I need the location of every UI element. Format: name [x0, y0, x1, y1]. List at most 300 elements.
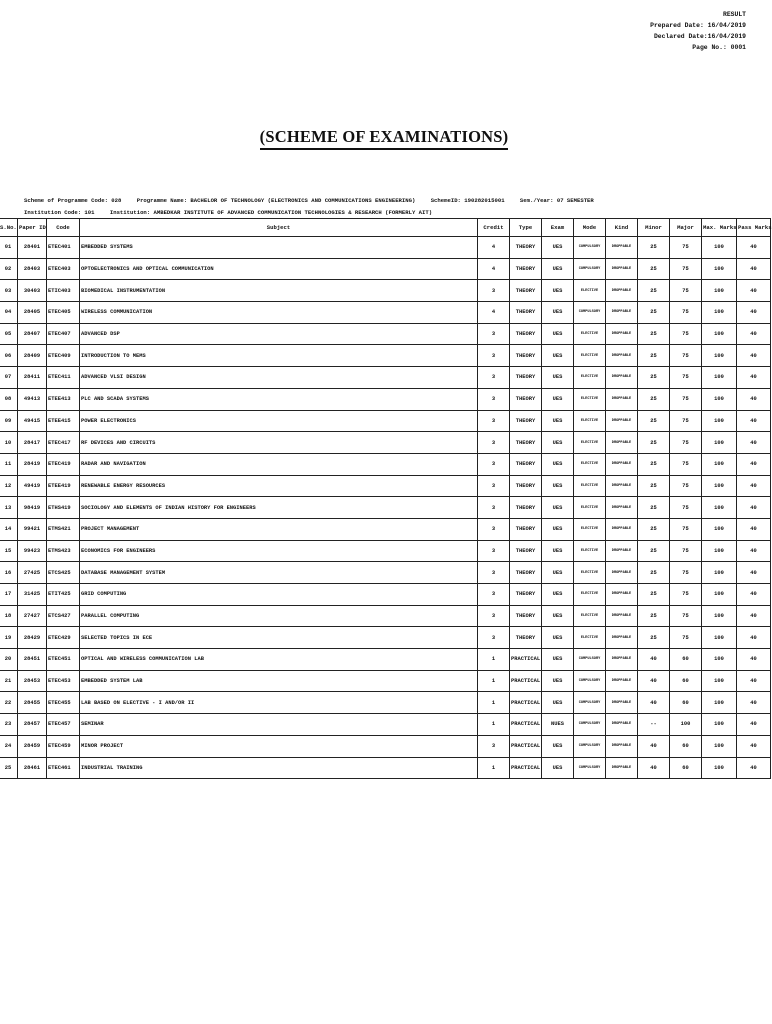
mode: ELECTIVE: [574, 518, 606, 540]
course-code: ETHS419: [47, 497, 80, 519]
kind: DROPPABLE: [606, 605, 638, 627]
subject-name: OPTICAL AND WIRELESS COMMUNICATION LAB: [80, 649, 478, 671]
paper-id: 28429: [18, 627, 47, 649]
col-major-header: Major: [670, 219, 702, 237]
course-code: ETEC407: [47, 323, 80, 345]
serial-number: 18: [0, 605, 18, 627]
minor-marks: 25: [638, 562, 670, 584]
subject-name: INTRODUCTION TO MEMS: [80, 345, 478, 367]
minor-marks: 40: [638, 757, 670, 779]
credit: 4: [478, 237, 510, 259]
major-marks: 60: [670, 692, 702, 714]
kind: DROPPABLE: [606, 302, 638, 324]
paper-id: 27425: [18, 562, 47, 584]
kind: DROPPABLE: [606, 345, 638, 367]
paper-id: 28457: [18, 714, 47, 736]
kind: DROPPABLE: [606, 562, 638, 584]
kind: DROPPABLE: [606, 692, 638, 714]
subject-name: MINOR PROJECT: [80, 735, 478, 757]
paper-id: 28455: [18, 692, 47, 714]
serial-number: 11: [0, 453, 18, 475]
credit: 4: [478, 258, 510, 280]
serial-number: 17: [0, 584, 18, 606]
course-code: ETEC411: [47, 367, 80, 389]
serial-number: 13: [0, 497, 18, 519]
minor-marks: 25: [638, 410, 670, 432]
max-marks: 100: [702, 280, 737, 302]
mode: COMPULSORY: [574, 714, 606, 736]
paper-type: THEORY: [510, 258, 542, 280]
paper-type: PRACTICAL: [510, 714, 542, 736]
max-marks: 100: [702, 432, 737, 454]
table-row: [0, 258, 771, 280]
serial-number: 16: [0, 562, 18, 584]
major-marks: 60: [670, 735, 702, 757]
max-marks: 100: [702, 670, 737, 692]
minor-marks: 25: [638, 605, 670, 627]
minor-marks: 25: [638, 345, 670, 367]
mode: ELECTIVE: [574, 432, 606, 454]
pass-marks: 40: [737, 562, 771, 584]
paper-id: 30403: [18, 280, 47, 302]
mode: COMPULSORY: [574, 258, 606, 280]
paper-type: THEORY: [510, 562, 542, 584]
paper-type: THEORY: [510, 627, 542, 649]
credit: 3: [478, 432, 510, 454]
mode: COMPULSORY: [574, 302, 606, 324]
kind: DROPPABLE: [606, 714, 638, 736]
table-row: [0, 367, 771, 389]
exam-type: UES: [542, 432, 574, 454]
exam-type: UES: [542, 584, 574, 606]
course-code: ETMS423: [47, 540, 80, 562]
serial-number: 09: [0, 410, 18, 432]
mode: ELECTIVE: [574, 388, 606, 410]
table-row: [0, 649, 771, 671]
max-marks: 100: [702, 323, 737, 345]
subject-name: RENEWABLE ENERGY RESOURCES: [80, 475, 478, 497]
kind: DROPPABLE: [606, 367, 638, 389]
subject-name: SELECTED TOPICS IN ECE: [80, 627, 478, 649]
exam-type: UES: [542, 323, 574, 345]
subject-name: BIOMEDICAL INSTRUMENTATION: [80, 280, 478, 302]
major-marks: 75: [670, 518, 702, 540]
table-row: [0, 670, 771, 692]
paper-id: 28411: [18, 367, 47, 389]
course-code: ETEE419: [47, 475, 80, 497]
subject-name: PROJECT MANAGEMENT: [80, 518, 478, 540]
exam-type: NUES: [542, 714, 574, 736]
mode: ELECTIVE: [574, 410, 606, 432]
serial-number: 05: [0, 323, 18, 345]
pass-marks: 40: [737, 605, 771, 627]
major-marks: 75: [670, 237, 702, 259]
serial-number: 01: [0, 237, 18, 259]
serial-number: 23: [0, 714, 18, 736]
max-marks: 100: [702, 627, 737, 649]
major-marks: 75: [670, 562, 702, 584]
paper-type: THEORY: [510, 605, 542, 627]
minor-marks: 25: [638, 497, 670, 519]
major-marks: 75: [670, 258, 702, 280]
pass-marks: 40: [737, 367, 771, 389]
paper-type: THEORY: [510, 345, 542, 367]
kind: DROPPABLE: [606, 323, 638, 345]
major-marks: 75: [670, 367, 702, 389]
minor-marks: 25: [638, 280, 670, 302]
paper-type: THEORY: [510, 453, 542, 475]
mode: ELECTIVE: [574, 627, 606, 649]
table-row: [0, 410, 771, 432]
minor-marks: 25: [638, 367, 670, 389]
serial-number: 12: [0, 475, 18, 497]
credit: 3: [478, 627, 510, 649]
exam-type: UES: [542, 627, 574, 649]
minor-marks: 25: [638, 584, 670, 606]
sem-year: Sem./Year: 07 SEMESTER: [519, 197, 594, 204]
paper-id: 28401: [18, 237, 47, 259]
pass-marks: 40: [737, 345, 771, 367]
exam-type: UES: [542, 475, 574, 497]
max-marks: 100: [702, 302, 737, 324]
kind: DROPPABLE: [606, 757, 638, 779]
major-marks: 75: [670, 475, 702, 497]
mode: ELECTIVE: [574, 584, 606, 606]
major-marks: 100: [670, 714, 702, 736]
course-code: ETEC429: [47, 627, 80, 649]
table-row: [0, 605, 771, 627]
paper-type: THEORY: [510, 302, 542, 324]
exam-type: UES: [542, 692, 574, 714]
subject-name: INDUSTRIAL TRAINING: [80, 757, 478, 779]
mode: ELECTIVE: [574, 475, 606, 497]
exam-type: UES: [542, 367, 574, 389]
paper-type: PRACTICAL: [510, 649, 542, 671]
course-code: ETEE415: [47, 410, 80, 432]
table-row: [0, 388, 771, 410]
serial-number: 02: [0, 258, 18, 280]
major-marks: 60: [670, 757, 702, 779]
col-sno-header: S.No.: [0, 219, 18, 237]
exam-type: UES: [542, 735, 574, 757]
minor-marks: 25: [638, 518, 670, 540]
pass-marks: 40: [737, 627, 771, 649]
page-title-container: [0, 127, 768, 150]
max-marks: 100: [702, 258, 737, 280]
course-code: ETEC451: [47, 649, 80, 671]
serial-number: 24: [0, 735, 18, 757]
paper-type: THEORY: [510, 432, 542, 454]
mode: COMPULSORY: [574, 670, 606, 692]
declared-date: Declared Date:16/04/2019: [653, 33, 746, 40]
paper-type: THEORY: [510, 497, 542, 519]
paper-type: THEORY: [510, 518, 542, 540]
max-marks: 100: [702, 237, 737, 259]
table-row: [0, 584, 771, 606]
table-row: [0, 562, 771, 584]
exam-type: UES: [542, 302, 574, 324]
col-minor-header: Minor: [638, 219, 670, 237]
pass-marks: 40: [737, 258, 771, 280]
credit: 4: [478, 302, 510, 324]
course-code: ETEC457: [47, 714, 80, 736]
table-row: [0, 475, 771, 497]
credit: 3: [478, 280, 510, 302]
pass-marks: 40: [737, 237, 771, 259]
kind: DROPPABLE: [606, 475, 638, 497]
subject-name: PARALLEL COMPUTING: [80, 605, 478, 627]
credit: 3: [478, 388, 510, 410]
table-row: [0, 518, 771, 540]
max-marks: 100: [702, 518, 737, 540]
institution-name: Institution: AMBEDKAR INSTITUTE OF ADVANCED COMMUNICATION TECHNOLOGIES & RESEARCH (FORMERLY AIT): [109, 209, 433, 216]
programme-code: Scheme of Programme Code: 028: [24, 197, 122, 204]
page-number: Page No.: 0001: [692, 44, 746, 51]
pass-marks: 40: [737, 323, 771, 345]
mode: COMPULSORY: [574, 237, 606, 259]
col-type-header: Type: [510, 219, 542, 237]
pass-marks: 40: [737, 649, 771, 671]
serial-number: 10: [0, 432, 18, 454]
credit: 3: [478, 367, 510, 389]
max-marks: 100: [702, 475, 737, 497]
minor-marks: 25: [638, 627, 670, 649]
subject-name: WIRELESS COMMUNICATION: [80, 302, 478, 324]
max-marks: 100: [702, 735, 737, 757]
paper-id: 99423: [18, 540, 47, 562]
exam-type: UES: [542, 757, 574, 779]
course-code: ETEC409: [47, 345, 80, 367]
course-code: ETEC455: [47, 692, 80, 714]
paper-id: 28419: [18, 453, 47, 475]
table-row: [0, 540, 771, 562]
mode: ELECTIVE: [574, 345, 606, 367]
table-header-row: [0, 219, 771, 237]
minor-marks: --: [638, 714, 670, 736]
course-code: ETEC405: [47, 302, 80, 324]
credit: 1: [478, 649, 510, 671]
exam-type: UES: [542, 497, 574, 519]
minor-marks: 25: [638, 388, 670, 410]
major-marks: 75: [670, 410, 702, 432]
subject-name: ECONOMICS FOR ENGINEERS: [80, 540, 478, 562]
exam-type: UES: [542, 670, 574, 692]
kind: DROPPABLE: [606, 280, 638, 302]
subject-name: PLC AND SCADA SYSTEMS: [80, 388, 478, 410]
major-marks: 75: [670, 540, 702, 562]
serial-number: 04: [0, 302, 18, 324]
minor-marks: 40: [638, 670, 670, 692]
serial-number: 07: [0, 367, 18, 389]
mode: COMPULSORY: [574, 649, 606, 671]
mode: ELECTIVE: [574, 367, 606, 389]
paper-type: PRACTICAL: [510, 757, 542, 779]
max-marks: 100: [702, 562, 737, 584]
subject-name: SOCIOLOGY AND ELEMENTS OF INDIAN HISTORY FOR ENGINEERS: [80, 497, 478, 519]
paper-type: THEORY: [510, 280, 542, 302]
subject-name: EMBEDDED SYSTEMS: [80, 237, 478, 259]
subject-name: LAB BASED ON ELECTIVE - I AND/OR II: [80, 692, 478, 714]
paper-id: 49419: [18, 475, 47, 497]
mode: ELECTIVE: [574, 605, 606, 627]
programme-name: Programme Name: BACHELOR OF TECHNOLOGY (ELECTRONICS AND COMMUNICATIONS ENGINEERING): [136, 197, 416, 204]
table-row: [0, 692, 771, 714]
credit: 3: [478, 562, 510, 584]
minor-marks: 40: [638, 692, 670, 714]
credit: 1: [478, 714, 510, 736]
mode: COMPULSORY: [574, 735, 606, 757]
col-mode-header: Mode: [574, 219, 606, 237]
subject-name: ADVANCED DSP: [80, 323, 478, 345]
minor-marks: 25: [638, 475, 670, 497]
max-marks: 100: [702, 497, 737, 519]
course-code: ETEC401: [47, 237, 80, 259]
mode: ELECTIVE: [574, 497, 606, 519]
max-marks: 100: [702, 714, 737, 736]
table-row: [0, 323, 771, 345]
credit: 3: [478, 475, 510, 497]
col-subject-header: Subject: [80, 219, 478, 237]
scheme-id: SchemeID: 190282015001: [430, 197, 505, 204]
subject-name: DATABASE MANAGEMENT SYSTEM: [80, 562, 478, 584]
credit: 1: [478, 692, 510, 714]
subject-name: SEMINAR: [80, 714, 478, 736]
paper-id: 28407: [18, 323, 47, 345]
subject-name: OPTOELECTRONICS AND OPTICAL COMMUNICATION: [80, 258, 478, 280]
mode: COMPULSORY: [574, 692, 606, 714]
credit: 3: [478, 735, 510, 757]
kind: DROPPABLE: [606, 258, 638, 280]
course-code: ETIT425: [47, 584, 80, 606]
paper-id: 31425: [18, 584, 47, 606]
col-max-marks-header: Max. Marks: [702, 219, 737, 237]
course-code: ETEC417: [47, 432, 80, 454]
pass-marks: 40: [737, 432, 771, 454]
minor-marks: 25: [638, 323, 670, 345]
credit: 3: [478, 518, 510, 540]
serial-number: 19: [0, 627, 18, 649]
paper-id: 49415: [18, 410, 47, 432]
paper-type: THEORY: [510, 410, 542, 432]
credit: 3: [478, 323, 510, 345]
exam-type: UES: [542, 280, 574, 302]
serial-number: 06: [0, 345, 18, 367]
credit: 1: [478, 670, 510, 692]
table-row: [0, 757, 771, 779]
paper-id: 28461: [18, 757, 47, 779]
serial-number: 03: [0, 280, 18, 302]
course-code: ETEC461: [47, 757, 80, 779]
pass-marks: 40: [737, 735, 771, 757]
table-row: [0, 302, 771, 324]
pass-marks: 40: [737, 692, 771, 714]
pass-marks: 40: [737, 280, 771, 302]
course-code: ETEC459: [47, 735, 80, 757]
course-code: ETCS425: [47, 562, 80, 584]
table-row: [0, 345, 771, 367]
credit: 3: [478, 410, 510, 432]
col-exam-header: Exam: [542, 219, 574, 237]
kind: DROPPABLE: [606, 453, 638, 475]
serial-number: 22: [0, 692, 18, 714]
minor-marks: 25: [638, 258, 670, 280]
result-header: [650, 9, 746, 53]
major-marks: 75: [670, 605, 702, 627]
pass-marks: 40: [737, 475, 771, 497]
pass-marks: 40: [737, 670, 771, 692]
page-title: (SCHEME OF EXAMINATIONS): [260, 127, 509, 150]
course-code: ETEC403: [47, 258, 80, 280]
mode: COMPULSORY: [574, 757, 606, 779]
major-marks: 75: [670, 584, 702, 606]
minor-marks: 25: [638, 302, 670, 324]
credit: 3: [478, 345, 510, 367]
paper-type: THEORY: [510, 237, 542, 259]
major-marks: 75: [670, 627, 702, 649]
table-row: [0, 627, 771, 649]
max-marks: 100: [702, 453, 737, 475]
kind: DROPPABLE: [606, 540, 638, 562]
table-row: [0, 237, 771, 259]
max-marks: 100: [702, 345, 737, 367]
mode: ELECTIVE: [574, 453, 606, 475]
institution-code: Institution Code: 101: [24, 209, 95, 216]
serial-number: 14: [0, 518, 18, 540]
credit: 3: [478, 497, 510, 519]
table-row: [0, 714, 771, 736]
col-credit-header: Credit: [478, 219, 510, 237]
max-marks: 100: [702, 605, 737, 627]
course-code: ETMS421: [47, 518, 80, 540]
course-code: ETEC453: [47, 670, 80, 692]
table-row: [0, 280, 771, 302]
max-marks: 100: [702, 540, 737, 562]
minor-marks: 40: [638, 649, 670, 671]
serial-number: 25: [0, 757, 18, 779]
paper-id: 28403: [18, 258, 47, 280]
table-row: [0, 432, 771, 454]
col-pass-marks-header: Pass Marks: [737, 219, 771, 237]
major-marks: 60: [670, 670, 702, 692]
paper-id: 98419: [18, 497, 47, 519]
kind: DROPPABLE: [606, 649, 638, 671]
table-row: [0, 497, 771, 519]
exam-type: UES: [542, 453, 574, 475]
col-code-header: Code: [47, 219, 80, 237]
kind: DROPPABLE: [606, 670, 638, 692]
kind: DROPPABLE: [606, 237, 638, 259]
minor-marks: 40: [638, 735, 670, 757]
subject-name: GRID COMPUTING: [80, 584, 478, 606]
max-marks: 100: [702, 692, 737, 714]
pass-marks: 40: [737, 714, 771, 736]
paper-id: 49413: [18, 388, 47, 410]
paper-type: THEORY: [510, 388, 542, 410]
exam-type: UES: [542, 388, 574, 410]
subject-name: RF DEVICES AND CIRCUITS: [80, 432, 478, 454]
pass-marks: 40: [737, 453, 771, 475]
minor-marks: 25: [638, 540, 670, 562]
major-marks: 75: [670, 323, 702, 345]
kind: DROPPABLE: [606, 432, 638, 454]
result-label: RESULT: [722, 11, 746, 18]
max-marks: 100: [702, 757, 737, 779]
paper-id: 28409: [18, 345, 47, 367]
minor-marks: 25: [638, 453, 670, 475]
pass-marks: 40: [737, 410, 771, 432]
paper-id: 28453: [18, 670, 47, 692]
mode: ELECTIVE: [574, 280, 606, 302]
